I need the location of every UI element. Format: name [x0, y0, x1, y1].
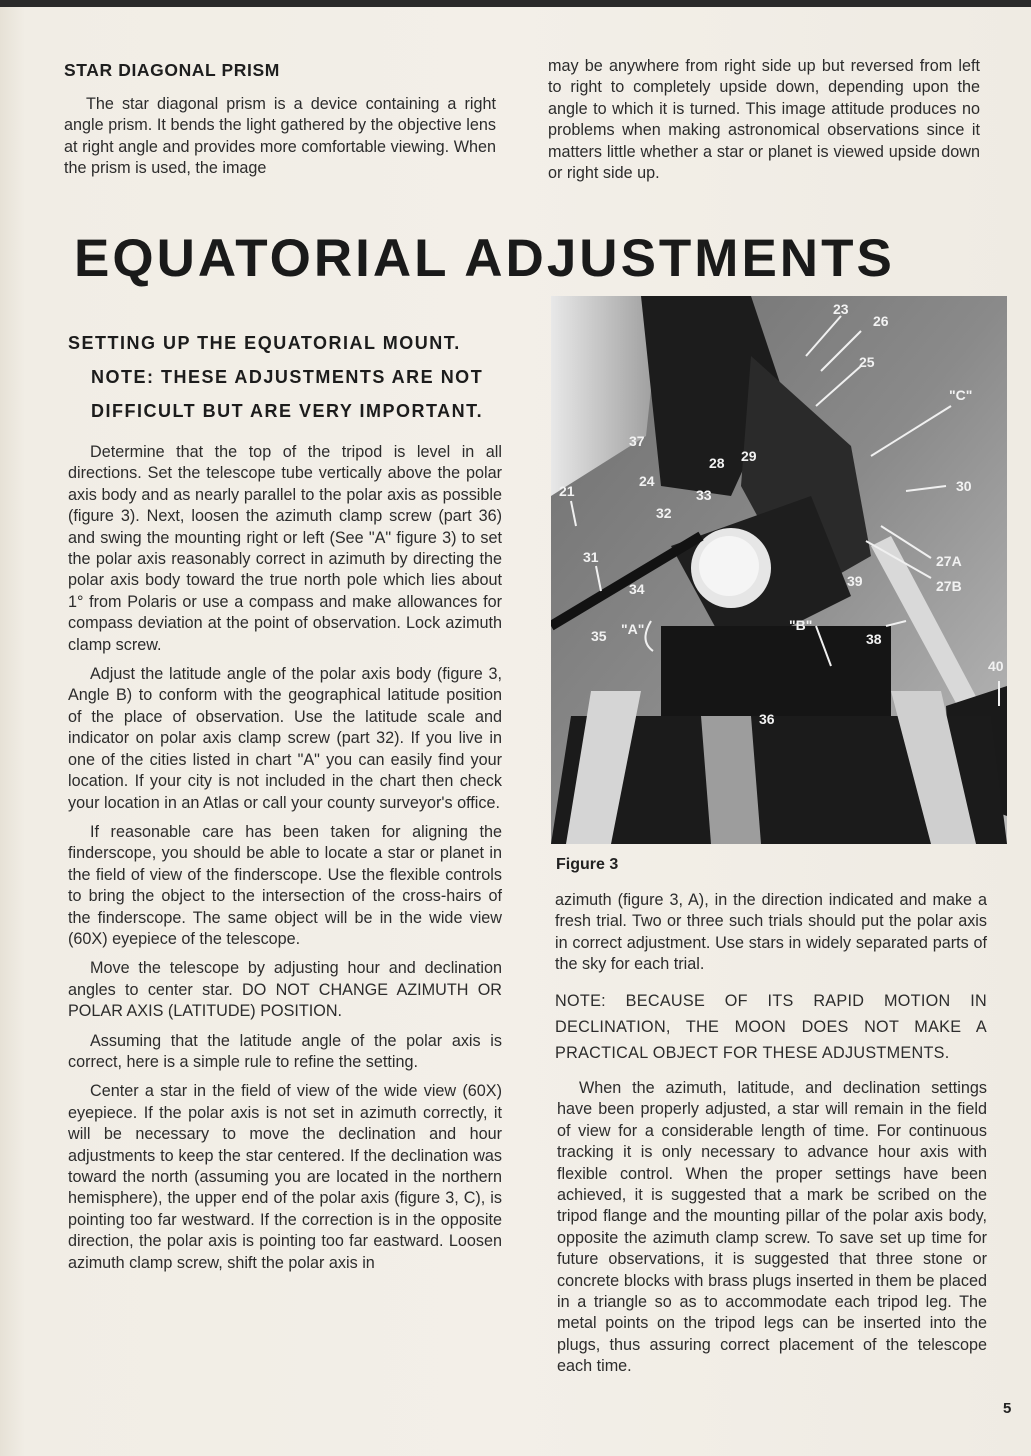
- label-30: 30: [956, 478, 972, 494]
- label-27a: 27A: [936, 553, 962, 569]
- subheading-line-1: SETTING UP THE EQUATORIAL MOUNT.: [68, 333, 461, 353]
- label-34: 34: [629, 581, 645, 597]
- star-diagonal-left-paragraph: The star diagonal prism is a device containing a right angle prism. It bends the light gathered by the objective lens at right angle and provides more comfortable viewing. When the prism is used, the image: [64, 95, 496, 178]
- label-b: "B": [789, 617, 813, 633]
- label-25: 25: [859, 354, 875, 370]
- label-28: 28: [709, 455, 725, 471]
- label-35: 35: [591, 628, 607, 644]
- label-31: 31: [583, 549, 599, 565]
- top-edge: [0, 0, 1031, 7]
- left-paragraph-3: If reasonable care has been taken for aligning the finderscope, you should be able to locate a star or planet in the field of view of the finderscope. Use the flexible controls to bring the object to the intersection of the cross-hairs of the finderscope. The same object will be in the wide view (60X) eyepiece of the telescope.: [68, 822, 502, 948]
- left-paragraph-4: Move the telescope by adjusting hour and declination angles to center star. DO NOT CHANGE AZIMUTH OR POLAR AXIS (LATITUDE) POSITION.: [68, 959, 502, 1021]
- left-paragraph-5: Assuming that the latitude angle of the polar axis is correct, here is a simple rule to refine the setting.: [68, 1031, 502, 1071]
- telescope-mount-illustration: [551, 296, 1007, 844]
- label-c: "C": [949, 387, 973, 403]
- label-36: 36: [759, 711, 775, 727]
- label-27b: 27B: [936, 578, 962, 594]
- label-a: "A": [621, 621, 645, 637]
- left-column: [68, 442, 502, 1274]
- moon-note: NOTE: BECAUSE OF ITS RAPID MOTION IN DECLINATION, THE MOON DOES NOT MAKE A PRACTICAL OBJECT FOR THESE ADJUSTMENTS.: [555, 992, 987, 1062]
- figure-caption: Figure 3: [556, 856, 619, 873]
- left-paragraph-2: Adjust the latitude angle of the polar axis body (figure 3, Angle B) to conform with the geographical latitude position of the place of observation. Use the latitude scale and indicator on polar axis clamp screw (part 32). If you live in one of the cities listed in chart "A" you can easily find your location. If your city is not included in the chart then check your location in an Atlas or call your county surveyor's office.: [68, 665, 502, 812]
- star-diagonal-heading: STAR DIAGONAL PRISM: [64, 60, 280, 80]
- left-paragraph-1: Determine that the top of the tripod is level in all directions. Set the telescope tube vertically above the polar axis body and as nearly parallel to the polar axis as possible (figure 3). Next, loosen the azimuth clamp screw (part 36) and swing the mounting right or left (See "A" figure 3) to set the polar axis reasonably correct in azimuth by directing the polar axis body toward the true north pole which lies about 1° from Polaris or use a compass and make allowances for compass deviation at the point of observation. Lock azimuth clamp screw.: [68, 443, 502, 654]
- label-39: 39: [847, 573, 863, 589]
- label-38: 38: [866, 631, 882, 647]
- right-column-top: [555, 890, 987, 976]
- label-23: 23: [833, 301, 849, 317]
- subheading-line-2: NOTE: THESE ADJUSTMENTS ARE NOT: [91, 367, 484, 387]
- label-21: 21: [559, 483, 575, 499]
- section-subheading: [68, 326, 502, 428]
- right-paragraph-1: azimuth (figure 3, A), in the direction indicated and make a fresh trial. Two or three such trials should put the polar axis in correct adjustment. Use stars in widely separated parts of the sky for each trial.: [555, 891, 987, 974]
- label-29: 29: [741, 448, 757, 464]
- star-diagonal-right-paragraph: may be anywhere from right side up but reversed from left to right to completely upside down, depending upon the angle to which it is turned. This image attitude produces no problems when making astronomical observations since it matters little whether a star or planet is viewed upside down or right side up.: [548, 57, 980, 183]
- label-24: 24: [639, 473, 655, 489]
- figure-3-photo: [551, 296, 1007, 844]
- label-32: 32: [656, 505, 672, 521]
- left-paragraph-6: Center a star in the field of view of the wide view (60X) eyepiece. If the polar axis is not set in azimuth correctly, it will be necessary to move the declination and hour adjustments to keep the star centered. If the declination was toward the north (assuming you are located in the northern hemisphere), the upper end of the polar axis (figure 3, C), is pointing too far westward. If the correction is in the opposite direction, the polar axis is pointing too far eastward. Loosen azimuth clamp screw, shift the polar axis in: [68, 1082, 502, 1272]
- label-33: 33: [696, 487, 712, 503]
- page-number: 5: [1003, 1400, 1012, 1417]
- right-column-bottom: [557, 1078, 987, 1378]
- page-title: EQUATORIAL ADJUSTMENTS: [74, 229, 895, 288]
- right-paragraph-2: When the azimuth, latitude, and declination settings have been properly adjusted, a star will remain in the field of view for a considerable length of time. For continuous tracking it is only necessary to advance hour axis with flexible control. When the proper settings have been achieved, it is suggested that a mark be scribed on the tripod flange and the mounting pillar of the polar axis body, opposite the azimuth clamp screw. To save set up time for future observations, it is suggested that three stone or concrete blocks with brass plugs inserted in them be placed in a triangle so as to accommodate each tripod leg. The metal points on the tripod legs can be inserted into the plugs, thus assuring correct placement of the telescope each time.: [557, 1079, 987, 1376]
- label-40: 40: [988, 658, 1004, 674]
- subheading-line-3: DIFFICULT BUT ARE VERY IMPORTANT.: [91, 401, 484, 421]
- label-26: 26: [873, 313, 889, 329]
- star-diagonal-right-column: [548, 56, 980, 184]
- label-37: 37: [629, 433, 645, 449]
- star-diagonal-left-column: [64, 94, 496, 180]
